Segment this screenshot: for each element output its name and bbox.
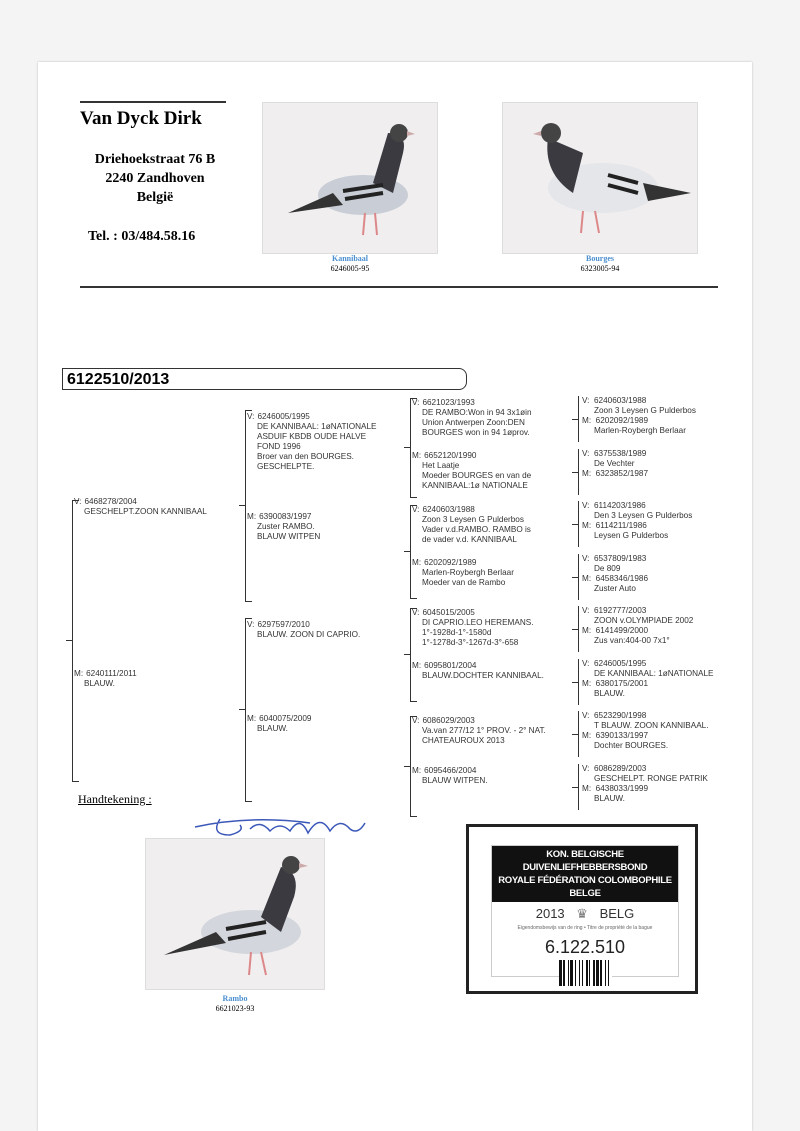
pedigree-entry <box>582 659 714 699</box>
entry-line: DE KANNIBAAL: 1øNATIONALE <box>257 422 377 431</box>
entry-line: BLAUW. <box>84 679 115 688</box>
certificate-inner <box>491 845 679 977</box>
pedigree-entry <box>247 512 320 542</box>
entry-line: Leysen G Pulderbos <box>594 531 669 540</box>
entry-line: DI CAPRIO.LEO HEREMANS. <box>422 618 534 627</box>
entry-line: 6045015/2005 <box>422 608 475 617</box>
parent-tag: V: <box>582 763 594 773</box>
bracket <box>72 500 79 782</box>
parent-tag: M: <box>582 521 596 530</box>
entry-line: 6246005/1995 <box>593 658 647 668</box>
entry-line: 6202092/1989 <box>424 558 477 567</box>
parent-tag: M: <box>582 626 596 635</box>
entry-line: Moeder BOURGES en van de <box>422 471 532 480</box>
ring-country: BELG <box>599 906 635 921</box>
barcode <box>492 960 678 986</box>
entry-line: Vader v.d.RAMBO. RAMBO is <box>422 525 531 534</box>
entry-line: 6240111/2011 <box>86 669 137 678</box>
crown-icon: ♛ <box>576 906 588 921</box>
parent-tag: M: <box>247 714 257 723</box>
entry-line: GESCHELPT. RONGE PATRIK <box>594 773 708 783</box>
pedigree-entry <box>412 451 531 491</box>
pedigree-entry <box>582 449 648 479</box>
pedigree-entry <box>412 558 514 588</box>
pedigree-entry <box>247 412 377 472</box>
pedigree-entry <box>74 669 137 689</box>
parent-tag: M: <box>582 468 596 478</box>
entry-line: 6297597/2010 <box>257 620 310 629</box>
parent-tag: M: <box>412 451 422 460</box>
barcode-bar <box>609 960 612 986</box>
pigeon-name: Bourges <box>586 254 614 263</box>
bracket <box>578 659 579 705</box>
entry-line: 1°-1278d-3°-1267d-3°-658 <box>422 638 519 647</box>
pigeon-photo <box>145 838 325 990</box>
parent-tag: V: <box>247 620 255 629</box>
bracket-tick <box>572 524 578 525</box>
bracket <box>578 764 579 810</box>
entry-line: BOURGES won in 94 1øprov. <box>422 428 530 437</box>
divider <box>80 101 226 103</box>
parent-tag: V: <box>582 606 594 615</box>
pigeon-name: Kannibaal <box>331 254 368 263</box>
entry-line: Va.van 277/12 1° PROV. - 2° NAT. <box>422 726 546 735</box>
pedigree-entry <box>247 714 311 734</box>
entry-line: Zoon 3 Leysen G Pulderbos <box>422 515 524 524</box>
entry-line: BLAUW WITPEN <box>257 532 321 541</box>
entry-line: 6458346/1986 <box>595 573 649 583</box>
bracket-tick <box>239 505 245 506</box>
entry-line: 6390133/1997 <box>595 731 649 740</box>
entry-line: CHATEAUROUX 2013 <box>422 736 505 745</box>
parent-tag: M: <box>412 558 422 567</box>
entry-line: 6114211/1986 <box>595 521 647 530</box>
entry-line: 6537809/1983 <box>593 553 647 563</box>
entry-line: 6438033/1999 <box>595 783 649 793</box>
bracket <box>578 554 579 600</box>
photo-caption <box>185 994 285 1014</box>
entry-line: 6240603/1988 <box>422 505 475 514</box>
pedigree-entry <box>582 554 648 594</box>
parent-tag: V: <box>582 448 594 458</box>
entry-line: Den 3 Leysen G Pulderbos <box>594 511 693 520</box>
federation-name-nl: KON. BELGISCHE DUIVENLIEFHEBBERSBOND <box>522 849 648 873</box>
parent-tag: V: <box>247 412 255 421</box>
ring-year: 2013 <box>535 906 565 921</box>
pedigree-entry <box>582 501 692 541</box>
bracket-tick <box>572 472 578 473</box>
entry-line: de vader v.d. KANNIBAAL <box>422 535 517 544</box>
pedigree-entry <box>582 711 709 751</box>
entry-line: BLAUW. <box>594 688 625 698</box>
address-line: België <box>136 190 174 205</box>
parent-tag: V: <box>412 608 420 617</box>
entry-line: 6246005/1995 <box>257 412 310 421</box>
entry-line: 6086029/2003 <box>422 716 475 725</box>
entry-line: 6523290/1998 <box>593 711 647 720</box>
breeder-address <box>60 150 250 207</box>
bracket-tick <box>404 766 410 767</box>
bracket <box>578 396 579 442</box>
entry-line: DE KANNIBAAL: 1øNATIONALE <box>594 668 714 678</box>
entry-line: Moeder van de Rambo <box>422 578 506 587</box>
bracket-tick <box>572 577 578 578</box>
parent-tag: M: <box>412 766 422 775</box>
entry-line: GESCHELPTE. <box>257 462 315 471</box>
pedigree-entry <box>412 608 533 648</box>
parent-tag: V: <box>582 396 594 405</box>
entry-line: Marlen-Roybergh Berlaar <box>594 426 686 435</box>
bracket <box>245 618 255 802</box>
pigeon-photo <box>262 102 438 254</box>
entry-line: 6468278/2004 <box>84 497 137 506</box>
photo-caption <box>300 254 400 274</box>
breeder-name: Van Dyck Dirk <box>80 108 202 129</box>
signature-label: Handtekening : <box>78 792 152 806</box>
pedigree-entry <box>582 764 708 804</box>
entry-line: Zus van:404-00 7x1° <box>594 636 670 645</box>
bracket-tick <box>239 709 245 710</box>
bracket-tick <box>404 551 410 552</box>
entry-line: Marlen-Roybergh Berlaar <box>422 568 514 577</box>
parent-tag: M: <box>247 512 257 521</box>
certificate-subtitle: Eigendomsbewijs van de ring • Titre de propriété de la bague <box>517 925 653 931</box>
entry-line: FOND 1996 <box>257 442 301 451</box>
entry-line: 1°-1928d-1°-1580d <box>422 628 492 637</box>
parent-tag: V: <box>582 711 594 720</box>
entry-line: 6652120/1990 <box>424 451 477 460</box>
pedigree-entry <box>412 398 532 438</box>
parent-tag: V: <box>412 716 420 725</box>
certificate-header <box>492 846 678 902</box>
pedigree-entry <box>582 396 696 436</box>
pigeon-ring: 6621023-93 <box>215 1004 255 1013</box>
entry-line: 6202092/1989 <box>595 416 649 425</box>
pigeon-photo <box>502 102 698 254</box>
photo-caption <box>550 254 650 274</box>
parent-tag: M: <box>582 573 596 583</box>
bracket <box>578 606 579 652</box>
entry-line: 6390083/1997 <box>259 512 312 521</box>
entry-line: Zuster Auto <box>594 583 636 593</box>
entry-line: Union Antwerpen Zoon:DEN <box>422 418 525 427</box>
entry-line: 6240603/1988 <box>593 396 647 405</box>
bracket-tick <box>572 787 578 788</box>
entry-line: 6380175/2001 <box>595 678 649 688</box>
entry-line: 6040075/2009 <box>259 714 312 723</box>
certificate-number: 6.122.510 <box>544 937 626 957</box>
pigeon-ring: 6323005-94 <box>580 264 620 273</box>
pigeon-image <box>263 103 437 253</box>
entry-line: T BLAUW. ZOON KANNIBAAL. <box>594 721 709 730</box>
bracket <box>578 711 579 757</box>
entry-line: BLAUW. <box>257 724 288 733</box>
entry-line: 6621023/1993 <box>422 398 475 407</box>
parent-tag: V: <box>412 398 420 407</box>
bracket-tick <box>404 447 410 448</box>
entry-line: 6323852/1987 <box>595 468 649 478</box>
entry-line: BLAUW. ZOON DI CAPRIO. <box>257 630 361 639</box>
bracket-tick <box>572 734 578 735</box>
entry-line: 6375538/1989 <box>593 448 647 458</box>
certificate-year-row <box>492 906 678 922</box>
pedigree-entry <box>582 606 693 646</box>
parent-tag: V: <box>582 553 594 563</box>
pedigree-entry <box>412 505 531 545</box>
ring-certificate <box>466 824 698 994</box>
address-line: 2240 Zandhoven <box>105 171 205 186</box>
parent-tag: M: <box>582 731 596 740</box>
entry-line: BLAUW. <box>594 793 625 803</box>
entry-line: 6114203/1986 <box>593 501 646 510</box>
entry-line: Broer van den BOURGES. <box>257 452 354 461</box>
entry-line: 6192777/2003 <box>593 606 647 615</box>
entry-line: Dochter BOURGES. <box>594 741 669 750</box>
entry-line: BLAUW WITPEN. <box>422 776 488 785</box>
breeder-phone: Tel. : 03/484.58.16 <box>88 229 196 244</box>
bracket-tick <box>66 640 72 641</box>
pedigree-entry <box>412 661 544 681</box>
pigeon-ring: 6246005-95 <box>330 264 370 273</box>
federation-name-fr: ROYALE FÉDÉRATION COLOMBOPHILE BELGE <box>498 875 672 899</box>
entry-line: KANNIBAAL:1ø NATIONALE <box>422 481 528 490</box>
divider <box>80 286 718 288</box>
pigeon-name: Rambo <box>222 994 248 1003</box>
pedigree-entry <box>412 716 546 746</box>
bracket-tick <box>572 629 578 630</box>
bracket-tick <box>404 654 410 655</box>
parent-tag: M: <box>582 416 596 425</box>
bracket-tick <box>572 682 578 683</box>
parent-tag: M: <box>582 783 596 793</box>
entry-line: De 809 <box>594 563 621 573</box>
parent-tag: M: <box>582 678 596 688</box>
pedigree-entry <box>412 766 488 786</box>
ring-number: 6122510/2013 <box>62 368 467 390</box>
parent-tag: V: <box>582 658 594 668</box>
pigeon-image <box>503 103 697 253</box>
entry-line: DE RAMBO:Won in 94 3x1øin <box>422 408 532 417</box>
entry-line: Zuster RAMBO. <box>257 522 315 531</box>
parent-tag: M: <box>74 669 84 678</box>
pedigree-entry <box>247 620 360 640</box>
bracket <box>578 449 579 495</box>
entry-line: 6095801/2004 <box>424 661 477 670</box>
entry-line: 6086289/2003 <box>593 763 647 773</box>
pedigree-entry <box>74 497 207 517</box>
parent-tag: V: <box>412 505 420 514</box>
entry-line: BLAUW.DOCHTER KANNIBAAL. <box>422 671 544 680</box>
entry-line: ASDUIF KBDB OUDE HALVE <box>257 432 367 441</box>
parent-tag: M: <box>412 661 422 670</box>
entry-line: 6141499/2000 <box>595 626 649 635</box>
entry-line: ZOON v.OLYMPIADE 2002 <box>594 616 694 625</box>
entry-line: GESCHELPT.ZOON KANNIBAAL <box>84 507 207 516</box>
parent-tag: V: <box>582 501 594 510</box>
entry-line: Zoon 3 Leysen G Pulderbos <box>594 406 696 415</box>
entry-line: De Vechter <box>594 458 635 468</box>
bracket-tick <box>572 419 578 420</box>
pigeon-image <box>146 839 324 989</box>
parent-tag: V: <box>74 497 82 506</box>
entry-line: 6095466/2004 <box>424 766 477 775</box>
entry-line: Het Laatje <box>422 461 460 470</box>
bracket <box>578 501 579 547</box>
address-line: Driehoekstraat 76 B <box>94 152 216 167</box>
